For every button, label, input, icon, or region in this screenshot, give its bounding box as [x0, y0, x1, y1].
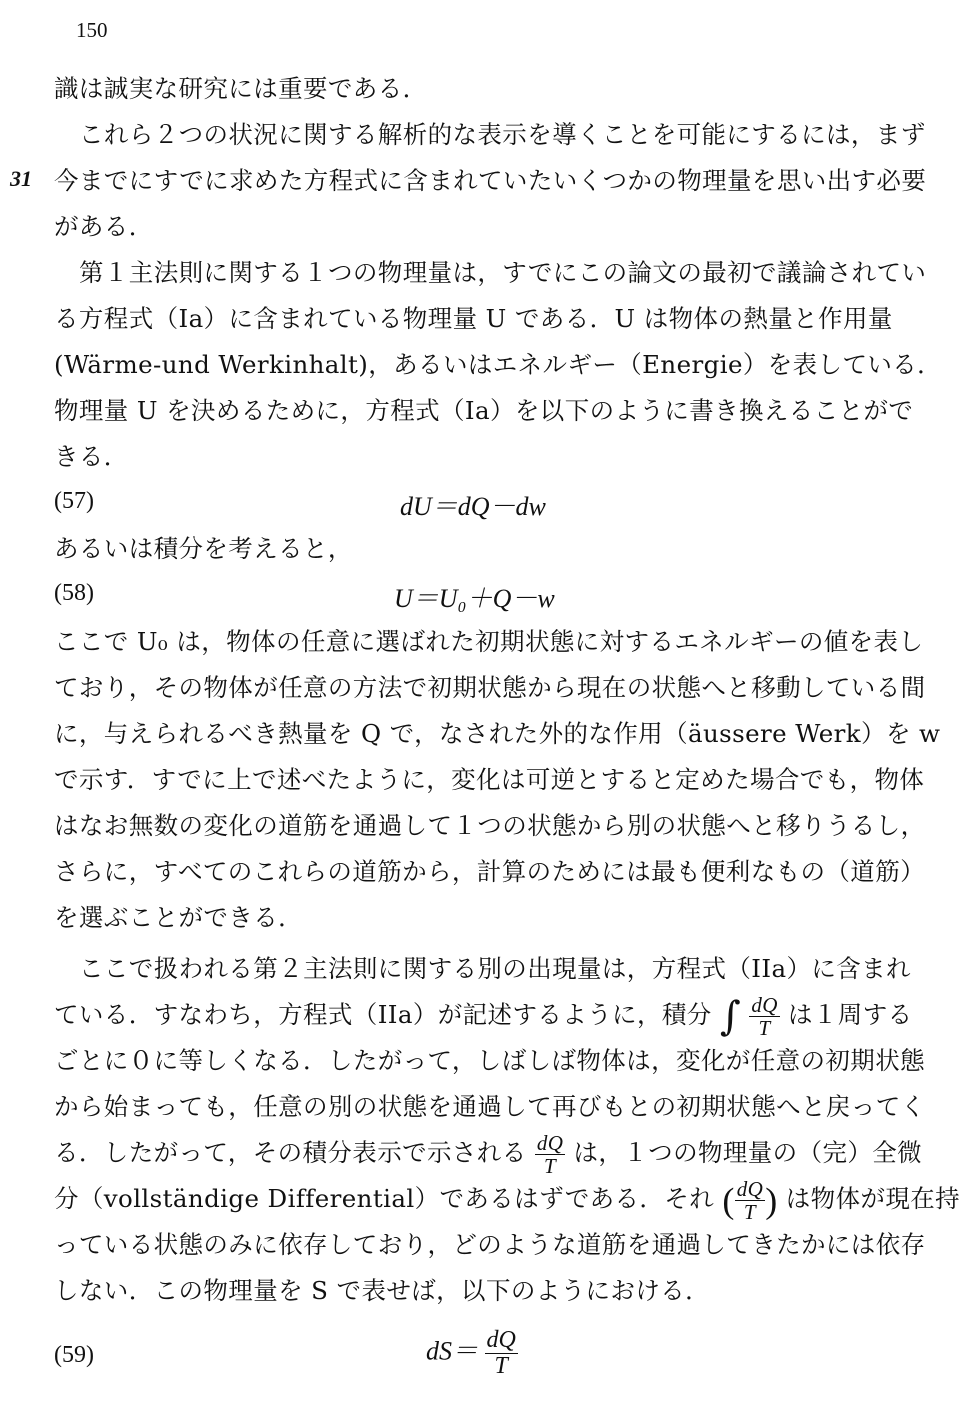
margin-number: 31 [10, 166, 32, 191]
paragraph-block-3 [54, 946, 961, 1314]
equation-lhs: dS＝ [426, 1336, 479, 1366]
text-segment: は１周する [788, 1000, 913, 1029]
text-line: 物理量 U を決めるために，方程式（Ia）を以下のように書き換えることがで [54, 396, 914, 425]
fraction-numerator: dQ [486, 1327, 516, 1353]
integral-sign: ∫ [719, 993, 742, 1040]
text-line: 識は誠実な研究には重要である． [54, 74, 428, 103]
text-line: で示す．すでに上で述べたように，変化は可逆とすると定めた場合でも，物体 [54, 765, 925, 794]
text-line: ここで U₀ は，物体の任意に選ばれた初期状態に対するエネルギーの値を表し [54, 627, 924, 656]
text-line: これら２つの状況に関する解析的な表示を導くことを可能にするには，まず [79, 120, 926, 149]
text-line: きる． [54, 442, 129, 471]
text-line: はなお無数の変化の道筋を通過して１つの状態から別の状態へと移りうるし， [54, 811, 926, 840]
equation-number: (59) [54, 1342, 94, 1368]
text-segment: は物体が現在持 [785, 1184, 961, 1213]
equation-59 [54, 1328, 920, 1388]
text-segment: る．したがって，その積分表示で示される [54, 1138, 527, 1167]
text-segment: は，１つの物理量の（完）全微 [573, 1138, 923, 1167]
equation-formula: dU＝dQ－dw [400, 492, 546, 521]
equation-57 [54, 488, 920, 524]
page-number: 150 [76, 18, 108, 42]
fraction-denominator: T [743, 1200, 756, 1224]
fraction-denominator: T [758, 1016, 771, 1040]
text-line: がある． [54, 212, 154, 241]
paragraph-block-2 [54, 619, 941, 941]
fraction-dq-over-t [535, 1132, 565, 1177]
fraction-dq-over-t [735, 1178, 765, 1223]
equation-formula [426, 1328, 518, 1379]
fraction-dq-over-t [485, 1328, 518, 1379]
paren-close: ) [765, 1180, 778, 1221]
text-line: 今までにすでに求めた方程式に含まれていたいくつかの物理量を思い出す必要 [54, 166, 927, 195]
fraction-denominator: T [494, 1353, 508, 1380]
equation-number: (58) [54, 580, 94, 606]
text-line: を選ぶことができる． [54, 903, 303, 932]
fraction-numerator: dQ [751, 992, 778, 1017]
text-line: ごとに０に等しくなる．したがって，しばしば物体は，変化が任意の初期状態 [54, 1046, 926, 1075]
text-line: っている状態のみに依存しており，どのような道筋を通過してきたかには依存 [54, 1230, 926, 1259]
fraction-dq-over-t [749, 994, 779, 1039]
text-line: さらに，すべてのこれらの道筋から，計算のためには最も便利なもの（道筋） [54, 857, 926, 886]
text-line: あるいは積分を考えると， [54, 534, 353, 563]
fraction-numerator: dQ [736, 1176, 764, 1201]
text-line: に，与えられるべき熱量を Q で，なされた外的な作用（äussere Werk）を w [54, 719, 941, 748]
paragraph-block-1 [54, 66, 943, 480]
text-line [54, 1130, 923, 1178]
equation-formula: U＝U₀＋Q－w [394, 584, 555, 613]
text-segment: 分（vollständige Differential）であるはずである．それ [54, 1184, 715, 1213]
text-line: (Wärme-und Werkinhalt)，あるいはエネルギー（Energie）を表している． [54, 350, 943, 379]
fraction-denominator: T [544, 1154, 557, 1178]
text-line: ここで扱われる第２主法則に関する別の出現量は，方程式（IIa）に含まれ [79, 954, 911, 983]
text-line [54, 1176, 961, 1224]
paragraph-between [54, 526, 920, 572]
text-line: から始まっても，任意の別の状態を通過して再びもとの初期状態へと戻ってく [54, 1092, 926, 1121]
equation-58 [54, 580, 920, 616]
text-line: 第１主法則に関する１つの物理量は，すでにこの論文の最初で議論されてい [79, 258, 927, 287]
text-line: る方程式（Ia）に含まれている物理量 U である．U は物体の熱量と作用量 [54, 304, 893, 333]
text-line: しない．この物理量を S で表せば，以下のようにおける． [54, 1276, 711, 1305]
paren-open: ( [722, 1180, 735, 1221]
fraction-numerator: dQ [536, 1130, 564, 1155]
text-line [54, 992, 920, 1038]
text-line: ており，その物体が任意の方法で初期状態から現在の状態へと移動している間 [54, 673, 926, 702]
equation-number: (57) [54, 488, 94, 514]
text-segment: ている．すなわち，方程式（IIa）が記述するように，積分 [54, 1000, 712, 1029]
